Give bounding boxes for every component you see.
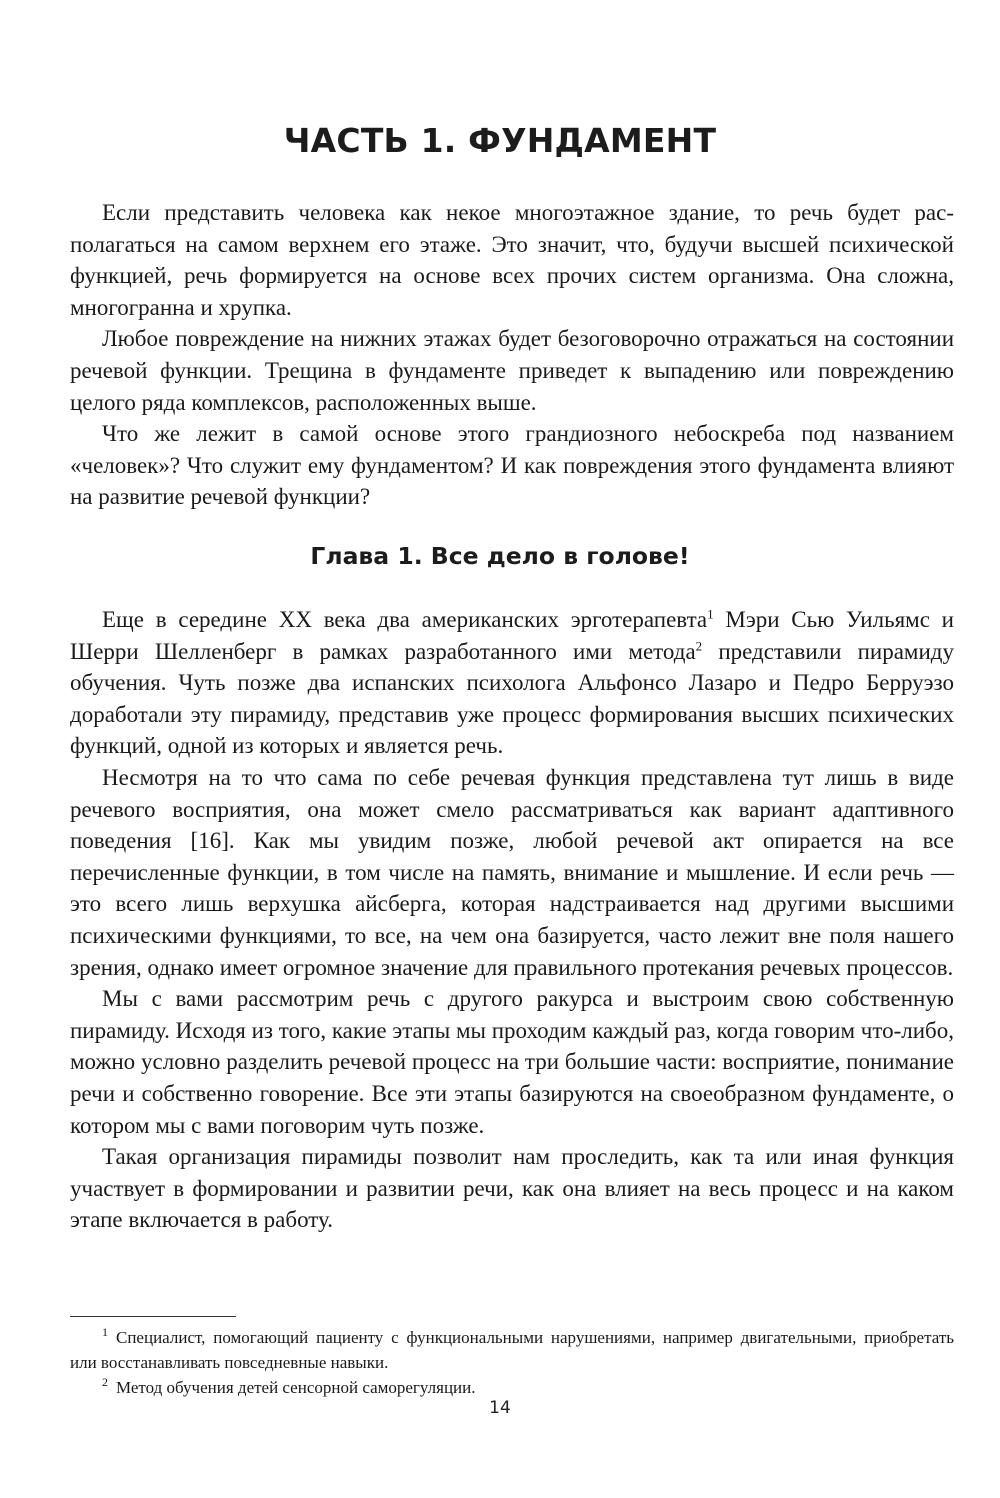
chapter-paragraph-4: Такая организация пирамиды позволит нам проследить, как та или иная функция участвует в формировании и развитии речи, как она влияет на весь процесс и на каком этапе включается в работу. — [70, 1144, 954, 1233]
chapter-title: Глава 1. Все дело в голове! — [310, 542, 690, 570]
part-title: ЧАСТЬ 1. ФУНДАМЕНТ — [283, 121, 717, 160]
footnote-1-mark: 1 — [102, 1325, 108, 1340]
chapter-section — [70, 604, 954, 1236]
footnote-1-text: Специалист, помогающий пациенту с функциональными нарушениями, например двигательными, приобретать или восстанавливать повседневные навыки. — [70, 1328, 954, 1372]
intro-paragraph-1: Если представить человека как некое многоэтажное здание, то речь будет располагаться на самом верхнем его этаже. Это значит, что, будучи высшей психической функцией, речь формируется на основе всех прочих систем организма. Она сложна, многогранна и хрупка. — [70, 200, 954, 320]
footnote-ref-2: 2 — [695, 637, 703, 653]
footnote-2-mark: 2 — [102, 1375, 108, 1390]
chapter-paragraph-3: Мы с вами рассмотрим речь с другого ракурса и выстроим свою собственную пирамиду. Исходя из того, какие этапы мы проходим каждый раз, когда говорим что-либо, можно условно разделить речевой процесс на три большие части: восприятие, понимание речи и собственно говорение. Все эти этапы базируются на своеобразном фундаменте, о котором мы с вами поговорим чуть позже. — [70, 986, 954, 1138]
footnote-ref-1: 1 — [707, 606, 714, 622]
footnote-1 — [70, 1325, 954, 1375]
chapter-paragraph-2: Несмотря на то что сама по себе речевая функция представлена тут лишь в виде речевого восприятия, она может смело рассматриваться как вариант адаптивного поведения [16]. Как мы увидим позже, любой речевой акт опирается на все перечисленные функции, в том числе на память, внимание и мышление. И если речь — это всего лишь верхушка айсберга, которая надстраивается над другими высшими психическими функциями, то все, на чем она базируется, часто лежит вне поля нашего зрения, однако имеет огромное значение для правильного протекания речевых процессов. — [70, 764, 954, 980]
chapter-paragraph-1-part-c: представили пирамиду обучения. Чуть позже два испанских психолога Альфонсо Лазаро и Педро Берруэзо доработали эту пирамиду, представив уже процесс формирования высших психических функций, одной из которых и является речь. — [70, 638, 954, 759]
intro-paragraph-2: Любое повреждение на нижних этажах будет безоговорочно отражаться на состоянии речевой функции. Трещина в фундаменте приведет к выпадению или повреждению целого ряда комплексов, расположенных выше. — [70, 326, 954, 415]
intro-paragraph-3: Что же лежит в самой основе этого грандиозного небоскреба под названием «человек»? Что служит ему фундаментом? И как повреждения этого фундамента влияют на развитие речевой функции? — [70, 421, 954, 510]
chapter-paragraph-1-part-b: Мэри Сью Уильямс и Шерри Шелленберг в рамках разработанного ими метода — [70, 607, 954, 664]
chapter-paragraph-1-part-a: Еще в середине XX века два американских эрготерапевта — [102, 607, 708, 632]
footnote-divider — [70, 1316, 236, 1317]
footnote-2-text: Метод обучения детей сенсорной саморегуляции. — [116, 1378, 476, 1397]
intro-section — [70, 197, 954, 513]
chapter-paragraph-1 — [70, 604, 954, 762]
footnotes — [70, 1325, 954, 1400]
page-number: 14 — [489, 1398, 511, 1418]
